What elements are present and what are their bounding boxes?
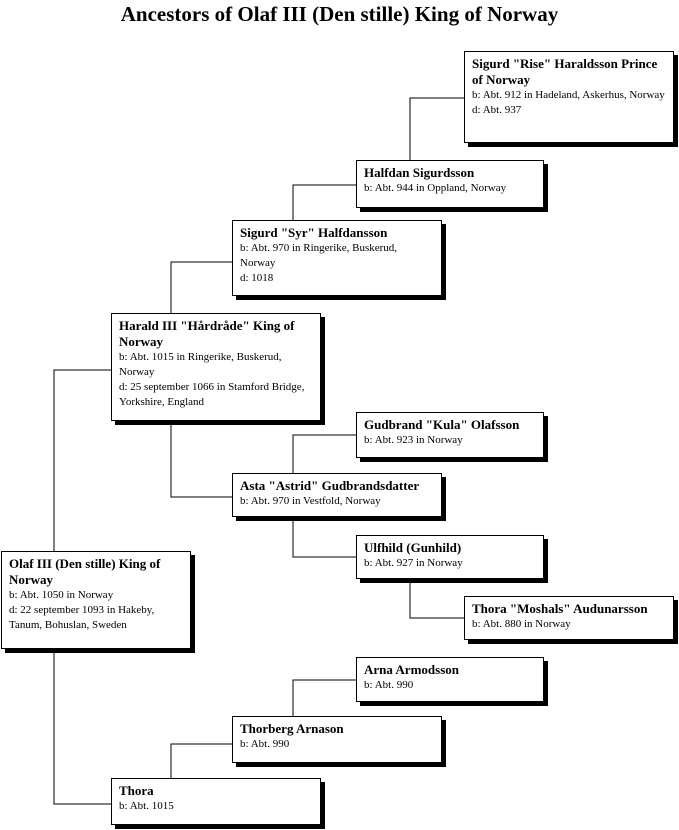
person-birth: b: Abt. 990 — [364, 679, 414, 691]
connector-line — [410, 576, 464, 618]
person-birth: b: Abt. 1015 — [119, 800, 174, 812]
person-birth: b: Abt. 912 in Hadeland, Askerhus, Norway — [472, 89, 665, 101]
connector-line — [293, 435, 356, 473]
person-birth: b: Abt. 923 in Norway — [364, 434, 463, 446]
person-death: d: Abt. 937 — [472, 104, 522, 116]
person-thora[interactable] — [111, 778, 321, 825]
person-death: d: 22 september 1093 in Hakeby, Tanum, Bohuslan, Sweden — [9, 604, 155, 631]
connector-line — [293, 185, 356, 220]
person-death: d: 25 september 1066 in Stamford Bridge, Yorkshire, England — [119, 381, 305, 408]
person-name: Sigurd "Rise" Haraldsson Prince of Norway — [472, 56, 658, 87]
person-birth: b: Abt. 880 in Norway — [472, 618, 571, 630]
person-name: Thorberg Arnason — [240, 721, 344, 736]
person-name: Asta "Astrid" Gudbrandsdatter — [240, 478, 420, 493]
person-harald-iii-hardrade[interactable] — [111, 313, 321, 421]
person-name: Thora "Moshals" Audunarsson — [472, 601, 648, 616]
connector-line — [171, 262, 232, 313]
connector-line — [293, 513, 356, 557]
connector-line — [54, 649, 111, 804]
person-sigurd-rise-haraldsson[interactable] — [464, 51, 674, 143]
person-thora-moshals-audunarsson[interactable] — [464, 596, 674, 640]
person-gudbrand-kula-olafsson[interactable] — [356, 412, 544, 458]
connector-line — [293, 680, 356, 716]
person-name: Olaf III (Den stille) King of Norway — [9, 556, 161, 587]
person-name: Arna Armodsson — [364, 662, 459, 677]
person-birth: b: Abt. 970 in Ringerike, Buskerud, Norway — [240, 242, 398, 269]
connector-line — [54, 370, 111, 551]
person-name: Harald III "Hårdråde" King of Norway — [119, 318, 295, 349]
person-birth: b: Abt. 970 in Vestfold, Norway — [240, 495, 381, 507]
person-birth: b: Abt. 990 — [240, 738, 290, 750]
person-ulfhild-gunhild[interactable] — [356, 535, 544, 579]
person-name: Ulfhild (Gunhild) — [364, 540, 462, 555]
connector-line — [410, 98, 464, 160]
person-arna-armodsson[interactable] — [356, 657, 544, 702]
person-name: Gudbrand "Kula" Olafsson — [364, 417, 520, 432]
person-halfdan-sigurdsson[interactable] — [356, 160, 544, 208]
person-birth: b: Abt. 927 in Norway — [364, 557, 463, 569]
person-name: Thora — [119, 783, 154, 798]
connector-line — [171, 421, 232, 497]
person-name: Halfdan Sigurdsson — [364, 165, 475, 180]
person-olaf-iii-den-stille[interactable] — [1, 551, 191, 649]
person-birth: b: Abt. 1015 in Ringerike, Buskerud, Norway — [119, 351, 282, 378]
person-thorberg-arnason[interactable] — [232, 716, 442, 763]
person-birth: b: Abt. 1050 in Norway — [9, 589, 114, 601]
page-title: Ancestors of Olaf III (Den stille) King of Norway — [120, 2, 559, 26]
person-birth: b: Abt. 944 in Oppland, Norway — [364, 182, 507, 194]
person-death: d: 1018 — [240, 272, 274, 284]
person-name: Sigurd "Syr" Halfdansson — [240, 225, 388, 240]
connector-line — [171, 744, 232, 778]
person-asta-astrid-gudbrandsdatter[interactable] — [232, 473, 442, 517]
person-sigurd-syr-halfdansson[interactable] — [232, 220, 442, 296]
